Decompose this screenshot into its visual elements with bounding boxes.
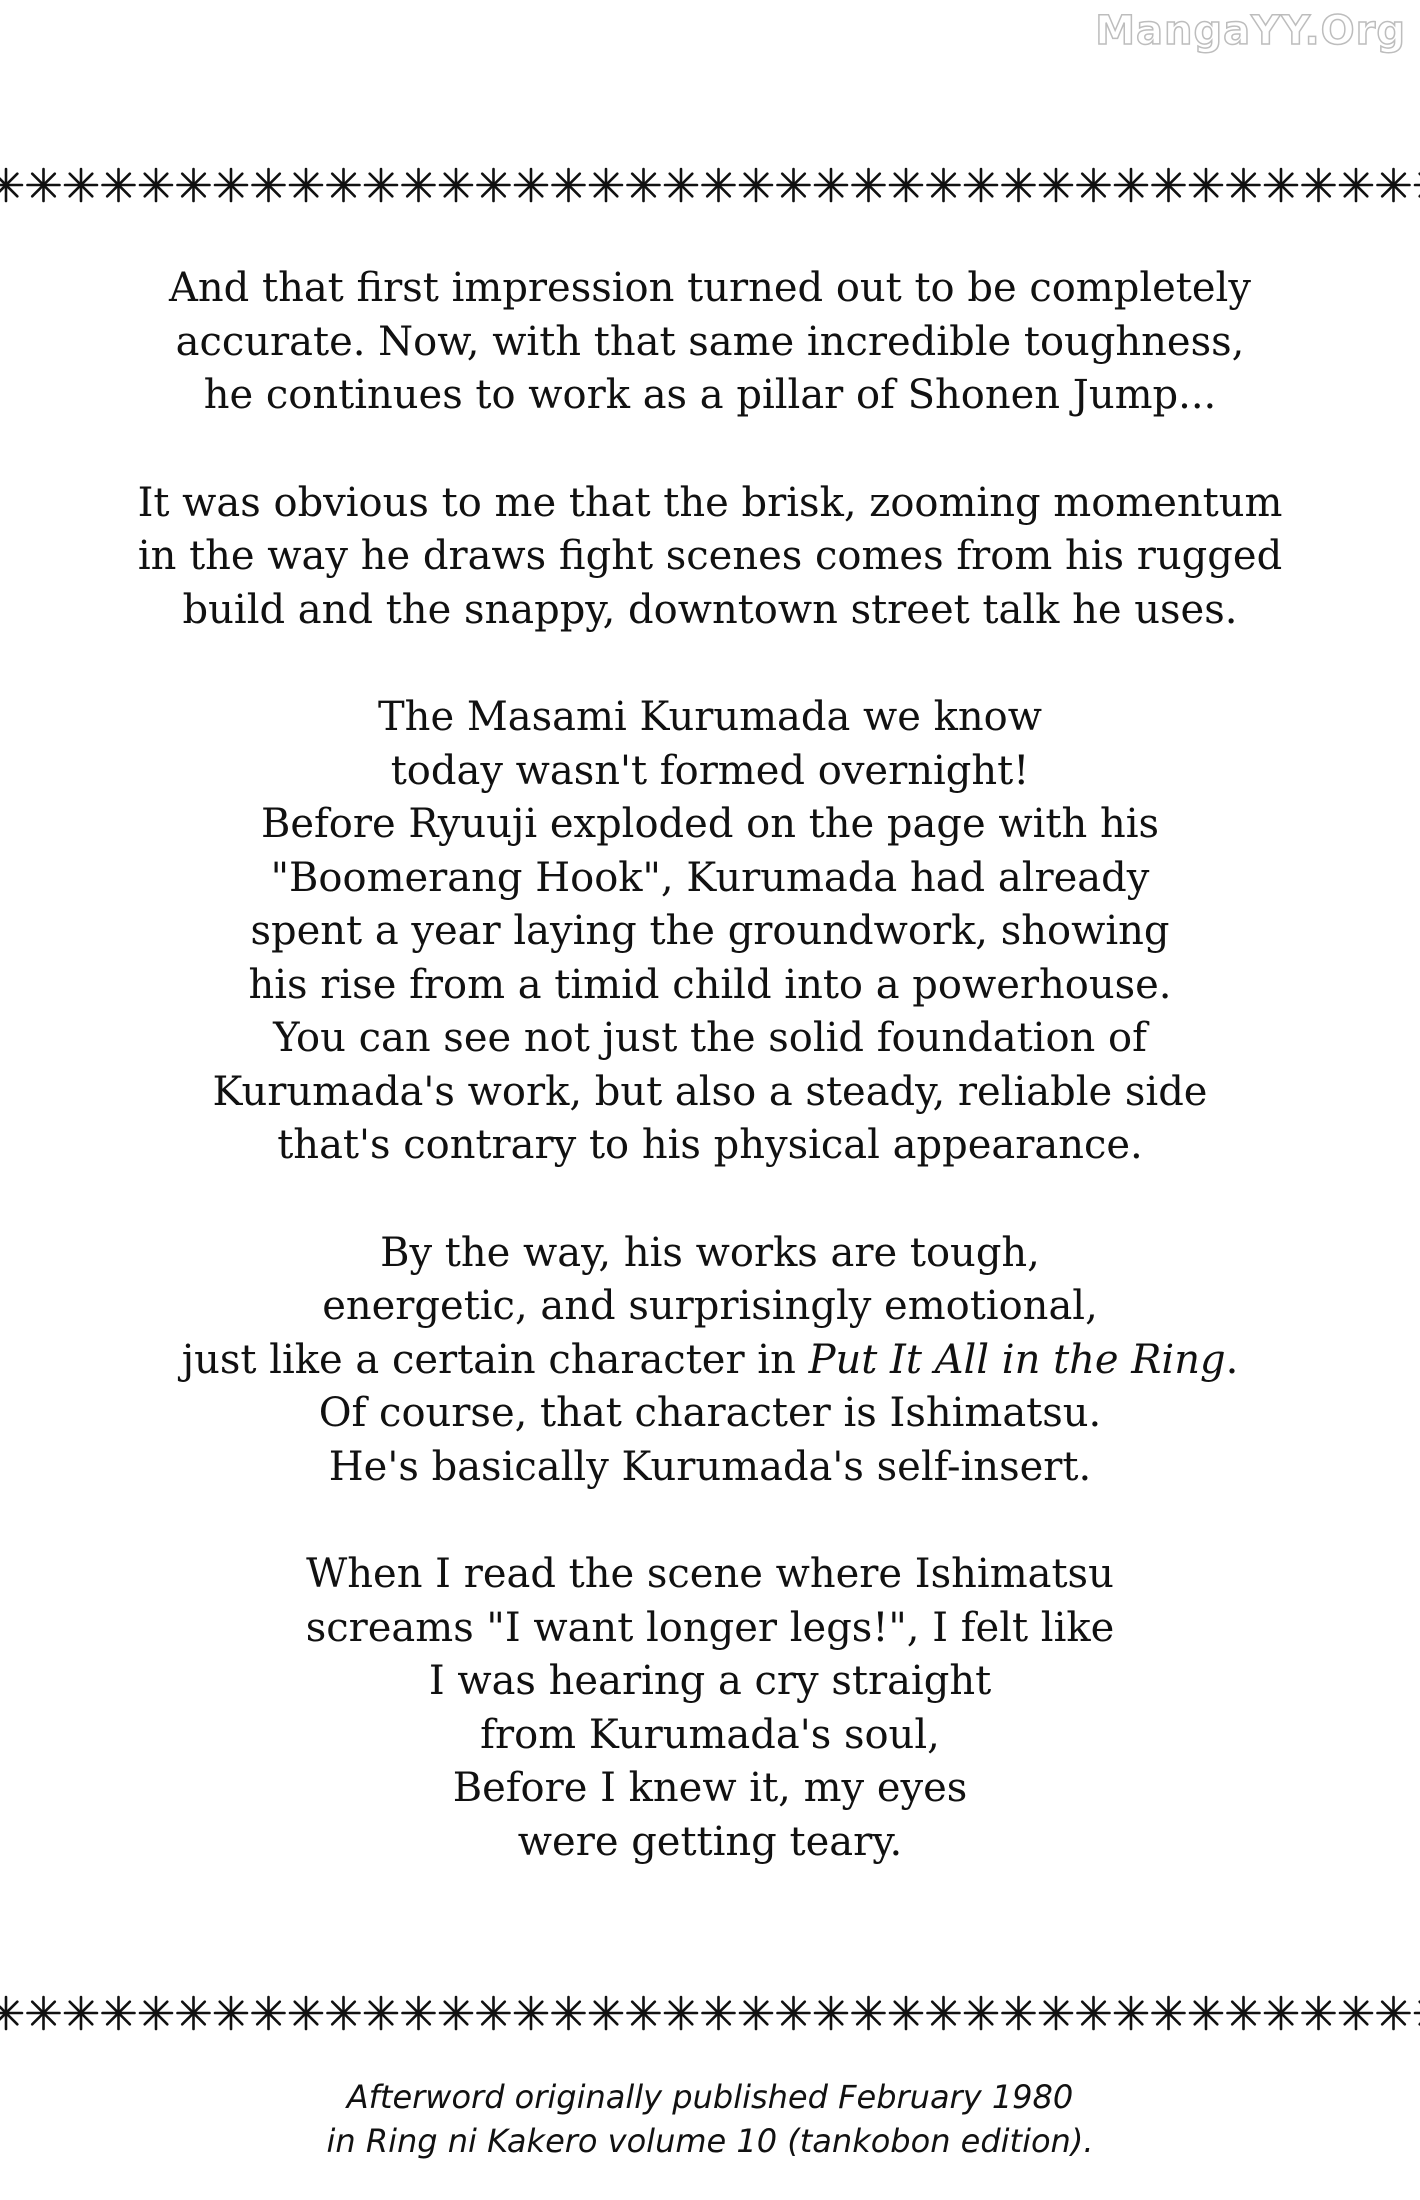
asterisk-star-icon: [365, 169, 397, 201]
asterisk-star-icon: [178, 1997, 210, 2029]
text-segment: just like a certain character in: [181, 1336, 809, 1383]
asterisk-star-icon: [1265, 169, 1297, 201]
asterisk-star-icon: [403, 169, 435, 201]
asterisk-star-icon: [890, 169, 922, 201]
asterisk-star-icon: [778, 169, 810, 201]
asterisk-star-icon: [403, 1997, 435, 2029]
asterisk-star-icon: [0, 1997, 22, 2029]
text-line: I was hearing a cry straight: [428, 1658, 992, 1704]
asterisk-star-icon: [553, 169, 585, 201]
publication-note-line: Afterword originally published February 1980: [346, 2078, 1074, 2116]
text-line: Of course, that character is Ishimatsu.: [318, 1390, 1102, 1436]
paragraph: [0, 477, 1420, 638]
asterisk-star-icon: [1190, 1997, 1222, 2029]
text-line: And that first impression turned out to be completely: [169, 265, 1251, 311]
watermark-logo: MangaYY.Org: [1095, 8, 1406, 54]
text-line: [0, 1334, 1420, 1388]
asterisk-star-icon: [665, 1997, 697, 2029]
asterisk-star-icon: [290, 1997, 322, 2029]
asterisk-star-icon: [1078, 169, 1110, 201]
asterisk-star-icon: [103, 169, 135, 201]
asterisk-star-icon: [853, 169, 885, 201]
asterisk-star-icon: [1340, 1997, 1372, 2029]
asterisk-star-icon: [65, 169, 97, 201]
asterisk-star-icon: [65, 1997, 97, 2029]
text-line: he continues to work as a pillar of Shonen Jump...: [203, 372, 1217, 418]
paragraph: [0, 262, 1420, 423]
asterisk-star-icon: [140, 169, 172, 201]
asterisk-star-icon: [515, 169, 547, 201]
text-line: "Boomerang Hook", Kurumada had already: [270, 854, 1150, 901]
text-line: He's basically Kurumada's self-insert.: [328, 1443, 1092, 1490]
text-segment: .: [1225, 1336, 1239, 1383]
text-line: When I read the scene where Ishimatsu: [306, 1551, 1114, 1597]
text-line: his rise from a timid child into a powerhouse.: [248, 961, 1172, 1008]
text-line: You can see not just the solid foundation of: [273, 1015, 1147, 1061]
asterisk-star-icon: [1003, 1997, 1035, 2029]
text-line: that's contrary to his physical appearance.: [277, 1122, 1143, 1168]
asterisk-star-icon: [740, 169, 772, 201]
text-line: The Masami Kurumada we know: [378, 694, 1042, 740]
asterisk-star-icon: [665, 169, 697, 201]
text-line: accurate. Now, with that same incredible toughness,: [175, 318, 1245, 365]
paragraph: [0, 691, 1420, 1173]
asterisk-star-icon: [1115, 169, 1147, 201]
asterisk-star-icon: [365, 1997, 397, 2029]
asterisk-star-icon: [103, 1997, 135, 2029]
star-divider-icon: [0, 150, 1420, 220]
asterisk-star-icon: [28, 169, 60, 201]
text-line: Before Ryuuji exploded on the page with his: [260, 801, 1160, 847]
asterisk-star-icon: [1228, 1997, 1260, 2029]
asterisk-star-icon: [628, 1997, 660, 2029]
asterisk-star-icon: [1078, 1997, 1110, 2029]
asterisk-star-icon: [1003, 169, 1035, 201]
paragraph: [0, 1227, 1420, 1495]
asterisk-star-icon: [965, 1997, 997, 2029]
text-line: It was obvious to me that the brisk, zooming momentum: [137, 479, 1283, 526]
asterisk-star-icon: [740, 1997, 772, 2029]
asterisk-star-icon: [1340, 169, 1372, 201]
asterisk-star-icon: [515, 1997, 547, 2029]
text-line: screams "I want longer legs!", I felt like: [305, 1604, 1115, 1651]
asterisk-star-icon: [928, 169, 960, 201]
asterisk-star-icon: [328, 1997, 360, 2029]
top-star-divider: [0, 150, 1420, 220]
asterisk-star-icon: [815, 169, 847, 201]
text-line: were getting teary.: [517, 1818, 903, 1865]
asterisk-star-icon: [628, 169, 660, 201]
text-line: energetic, and surprisingly emotional,: [322, 1283, 1098, 1329]
asterisk-star-icon: [440, 169, 472, 201]
asterisk-star-icon: [478, 1997, 510, 2029]
book-title: Put It All in the Ring: [808, 1336, 1226, 1383]
asterisk-star-icon: [1153, 1997, 1185, 2029]
asterisk-star-icon: [1415, 1997, 1420, 2029]
asterisk-star-icon: [440, 1997, 472, 2029]
asterisk-star-icon: [478, 169, 510, 201]
text-line: spent a year laying the groundwork, showing: [250, 908, 1170, 954]
star-divider-icon: [0, 1978, 1420, 2048]
asterisk-star-icon: [328, 169, 360, 201]
text-line: By the way, his works are tough,: [380, 1229, 1040, 1276]
asterisk-star-icon: [1228, 169, 1260, 201]
text-line: Before I knew it, my eyes: [452, 1765, 968, 1811]
asterisk-star-icon: [215, 169, 247, 201]
bottom-star-divider: [0, 1978, 1420, 2048]
asterisk-star-icon: [1115, 1997, 1147, 2029]
asterisk-star-icon: [1378, 1997, 1410, 2029]
text-line: from Kurumada's soul,: [480, 1711, 940, 1758]
asterisk-star-icon: [778, 1997, 810, 2029]
asterisk-star-icon: [853, 1997, 885, 2029]
asterisk-star-icon: [890, 1997, 922, 2029]
asterisk-star-icon: [815, 1997, 847, 2029]
asterisk-star-icon: [703, 1997, 735, 2029]
asterisk-star-icon: [253, 169, 285, 201]
asterisk-star-icon: [1040, 1997, 1072, 2029]
asterisk-star-icon: [28, 1997, 60, 2029]
text-line: build and the snappy, downtown street talk he uses.: [182, 586, 1238, 633]
afterword-body: [0, 262, 1420, 1923]
asterisk-star-icon: [1153, 169, 1185, 201]
publication-note-line: in Ring ni Kakero volume 10 (tankobon edition).: [326, 2122, 1094, 2160]
text-line: in the way he draws fight scenes comes from his rugged: [137, 533, 1283, 579]
asterisk-star-icon: [215, 1997, 247, 2029]
asterisk-star-icon: [928, 1997, 960, 2029]
asterisk-star-icon: [553, 1997, 585, 2029]
asterisk-star-icon: [1303, 1997, 1335, 2029]
asterisk-star-icon: [1040, 169, 1072, 201]
text-line: Kurumada's work, but also a steady, reliable side: [212, 1068, 1208, 1115]
asterisk-star-icon: [253, 1997, 285, 2029]
asterisk-star-icon: [1303, 169, 1335, 201]
asterisk-star-icon: [590, 1997, 622, 2029]
asterisk-star-icon: [590, 169, 622, 201]
asterisk-star-icon: [965, 169, 997, 201]
asterisk-star-icon: [0, 169, 22, 201]
publication-note: [0, 2075, 1420, 2163]
asterisk-star-icon: [1378, 169, 1410, 201]
asterisk-star-icon: [290, 169, 322, 201]
asterisk-star-icon: [178, 169, 210, 201]
asterisk-star-icon: [1265, 1997, 1297, 2029]
text-line: today wasn't formed overnight!: [390, 747, 1030, 794]
asterisk-star-icon: [703, 169, 735, 201]
asterisk-star-icon: [140, 1997, 172, 2029]
asterisk-star-icon: [1415, 169, 1420, 201]
paragraph: [0, 1548, 1420, 1869]
asterisk-star-icon: [1190, 169, 1222, 201]
